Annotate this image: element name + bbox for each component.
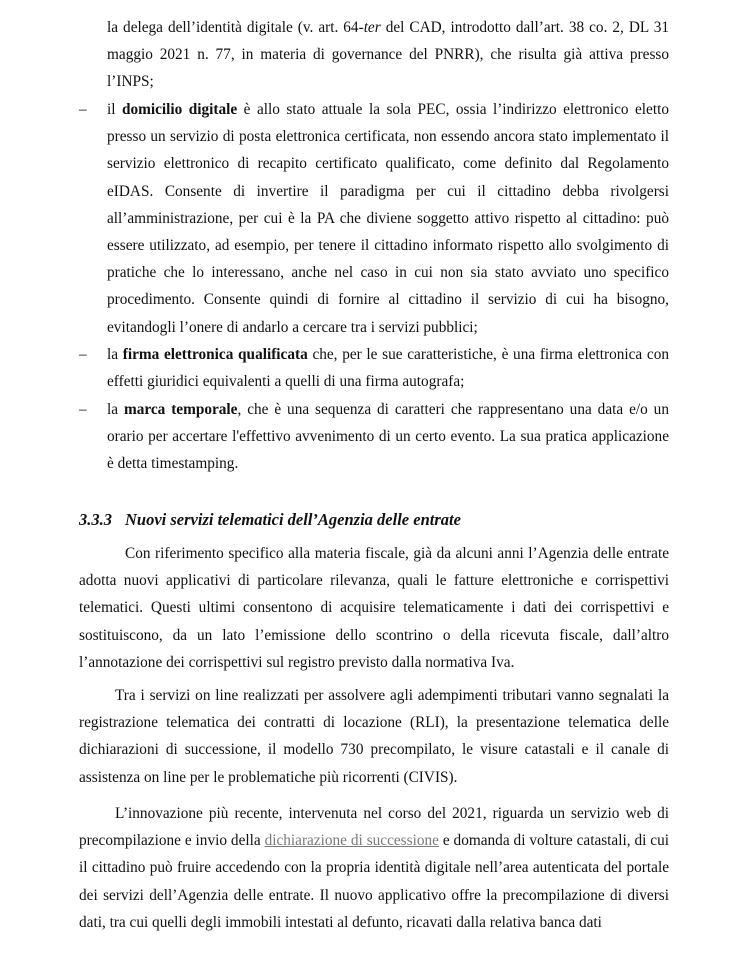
list-item-continuation: la delega dell’identità digitale (v. art. 64-ter del CAD, introdotto dall’art. 38 co. 2, DL 31 maggio 2021 n. 77, in materia di governance del PNRR), che risulta già attiva presso l’INPS; [107,19,669,91]
list-bullet: – [79,101,87,118]
section-heading [79,508,461,532]
paragraph-1: Con riferimento specifico alla materia fiscale, già da alcuni anni l’Agenzia delle entrate adotta nuovi applicativi di particolare rilevanza, quali le fatture elettroniche e corrispettivi telematici. Questi ultimi consentono di acquisire telematicamente i dati dei corrispettivi e sostituiscono, da un lato l’emissione dello scontrino o della ricevuta fiscale, dall’altro l’annotazione dei corrispettivi sul registro previsto dalla normativa Iva. [79,545,669,671]
list-bullet: – [79,346,87,363]
list-item-marca-temporale: la marca temporale, che è una sequenza di caratteri che rappresentano una data e/o un orario per accertare l'effettivo avvenimento di un certo evento. La sua pratica applicazione è detta timestamping. [107,401,669,473]
section-title: Nuovi servizi telematici dell’Agenzia delle entrate [125,510,461,529]
section-number: 3.3.3 [79,510,112,529]
paragraph-2: Tra i servizi on line realizzati per assolvere agli adempimenti tributari vanno segnalati la registrazione telematica dei contratti di locazione (RLI), la presentazione telematica delle dichiarazioni di successione, il modello 730 precompilato, le visure catastali e il canale di assistenza on line per le problematiche più ricorrenti (CIVIS). [79,687,669,786]
list-bullet: – [79,401,87,418]
paragraph-3: L’innovazione più recente, intervenuta nel corso del 2021, riguarda un servizio web di precompilazione e invio della dichiarazione di successione e domanda di volture catastali, di cui il cittadino può fruire accedendo con la propria identità digitale nell’area autenticata del portale dei servizi dell’Agenzia delle entrate. Il nuovo applicativo offre la precompilazione di diversi dati, tra cui quelli degli immobili intestati al defunto, ricavati dalla relativa banca dati [79,805,669,931]
dichiarazione-successione-link[interactable]: dichiarazione di successione [264,832,439,850]
list-item-firma-elettronica: la firma elettronica qualificata che, per le sue caratteristiche, è una firma elettronica con effetti giuridici equivalenti a quelli di una firma autografa; [107,346,670,391]
list-item-domicilio-digitale: il domicilio digitale è allo stato attuale la sola PEC, ossia l’indirizzo elettronico eletto presso un servizio di posta elettronica certificata, non essendo ancora stato implementato il servizio elettronico di recapito certificato qualificato, come definito dal Regolamento eIDAS. Consente di invertire il paradigma per cui il cittadino debba rivolgersi all’amministrazione, per cui è la PA che diviene soggetto attivo rispetto al cittadino: può essere utilizzato, ad esempio, per tenere il cittadino informato rispetto allo svolgimento di pratiche che lo interessano, anche nel caso in cui non sia stato avviato uno specifico procedimento. Consente quindi di fornire al cittadino il servizio di cui ha bisogno, evitandogli l’onere di andarlo a cercare tra i servizi pubblici; [107,101,669,336]
